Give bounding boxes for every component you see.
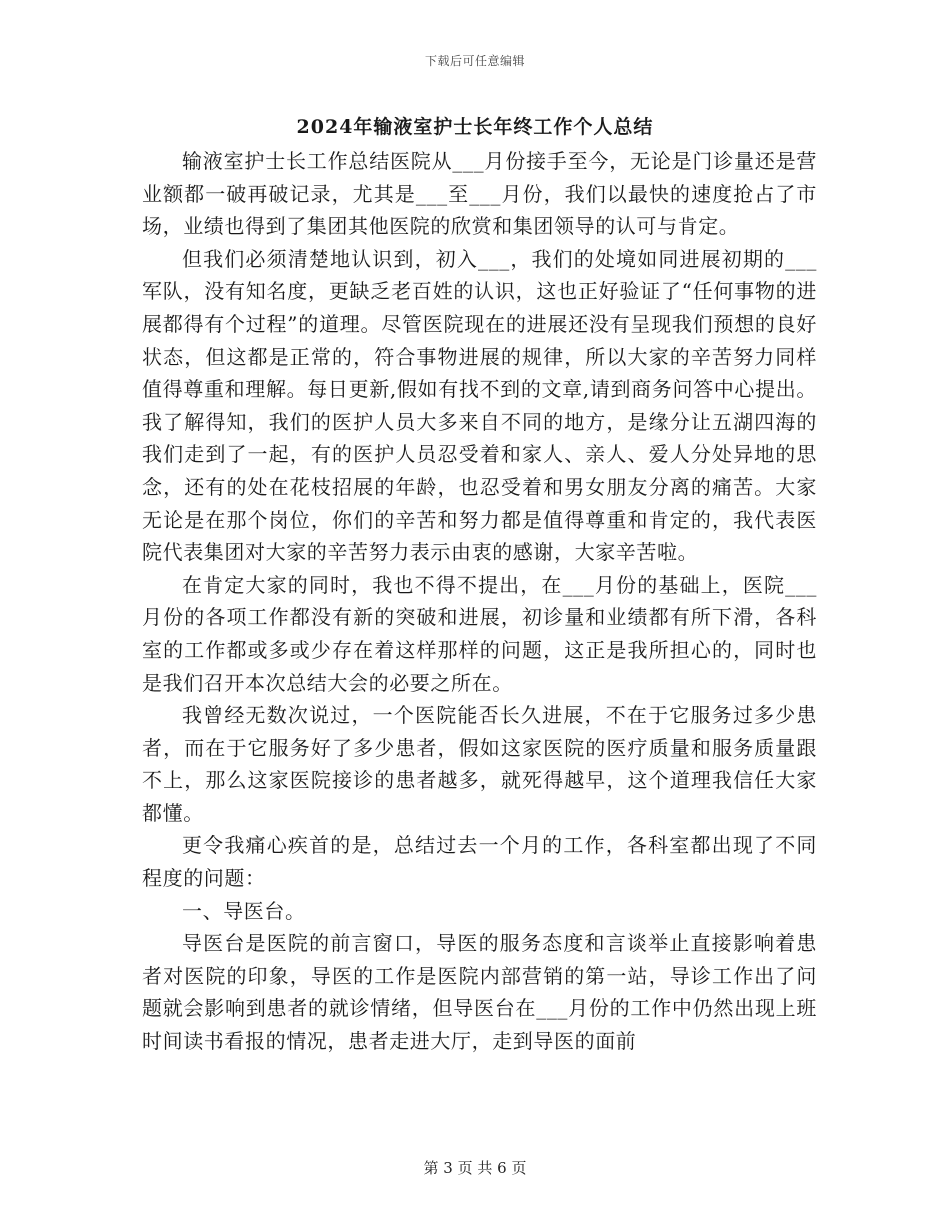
paragraph: 在肯定大家的同时，我也不得不提出，在___月份的基础上，医院___月份的各项工作都没有新的突破和进展，初诊量和业绩都有所下滑，各科室的工作都或多或少存在着这样那样的问题，这正是我所担心的，同时也是我们召开本次总结大会的必要之所在。 xyxy=(142,572,817,695)
paragraph: 更令我痛心疾首的是，总结过去一个月的工作，各科室都出现了不同程度的问题： xyxy=(142,833,817,891)
header-note: 下载后可任意编辑 xyxy=(424,54,525,68)
paragraph: 但我们必须清楚地认识到，初入___，我们的处境如同进展初期的___军队，没有知名度，更缺乏老百姓的认识，这也正好验证了“任何事物的进展都得有个过程”的道理。尽管医院现在的进展还没有呈现我们预想的良好状态，但这都是正常的，符合事物进展的规律，所以大家的辛苦努力同样值得尊重和理解。每日更新,假如有找不到的文章,请到商务问答中心提出。我了解得知，我们的医护人员大多来自不同的地方，是缘分让五湖四海的我们走到了一起，有的医护人员忍受着和家人、亲人、爱人分处异地的思念，还有的处在花枝招展的年龄，也忍受着和男女朋友分离的痛苦。大家无论是在那个岗位，你们的辛苦和努力都是值得尊重和肯定的，我代表医院代表集团对大家的辛苦努力表示由衷的感谢，大家辛苦啦。 xyxy=(142,246,817,565)
paragraph: 输液室护士长工作总结医院从___月份接手至今，无论是门诊量还是营业额都一破再破记录，尤其是___至___月份，我们以最快的速度抢占了市场，业绩也得到了集团其他医院的欣赏和集团领导的认可与肯定。 xyxy=(142,149,817,239)
paragraph: 我曾经无数次说过，一个医院能否长久进展，不在于它服务过多少患者，而在于它服务好了多少患者，假如这家医院的医疗质量和服务质量跟不上，那么这家医院接诊的患者越多，就死得越早，这个道理我信任大家都懂。 xyxy=(142,703,817,825)
paragraph: 导医台是医院的前言窗口，导医的服务态度和言谈举止直接影响着患者对医院的印象，导医的工作是医院内部营销的第一站，导诊工作出了问题就会影响到患者的就诊情绪，但导医台在___月份的工作中仍然出现上班时间读书看报的情况，患者走进大厅，走到导医的面前 xyxy=(142,931,817,1054)
document-body xyxy=(142,145,817,1058)
page-number: 第 3 页 共 6 页 xyxy=(423,1159,527,1177)
document-title: 2024年输液室护士长年终工作个人总结 xyxy=(296,116,654,138)
section-heading: 一、导医台。 xyxy=(182,898,306,923)
